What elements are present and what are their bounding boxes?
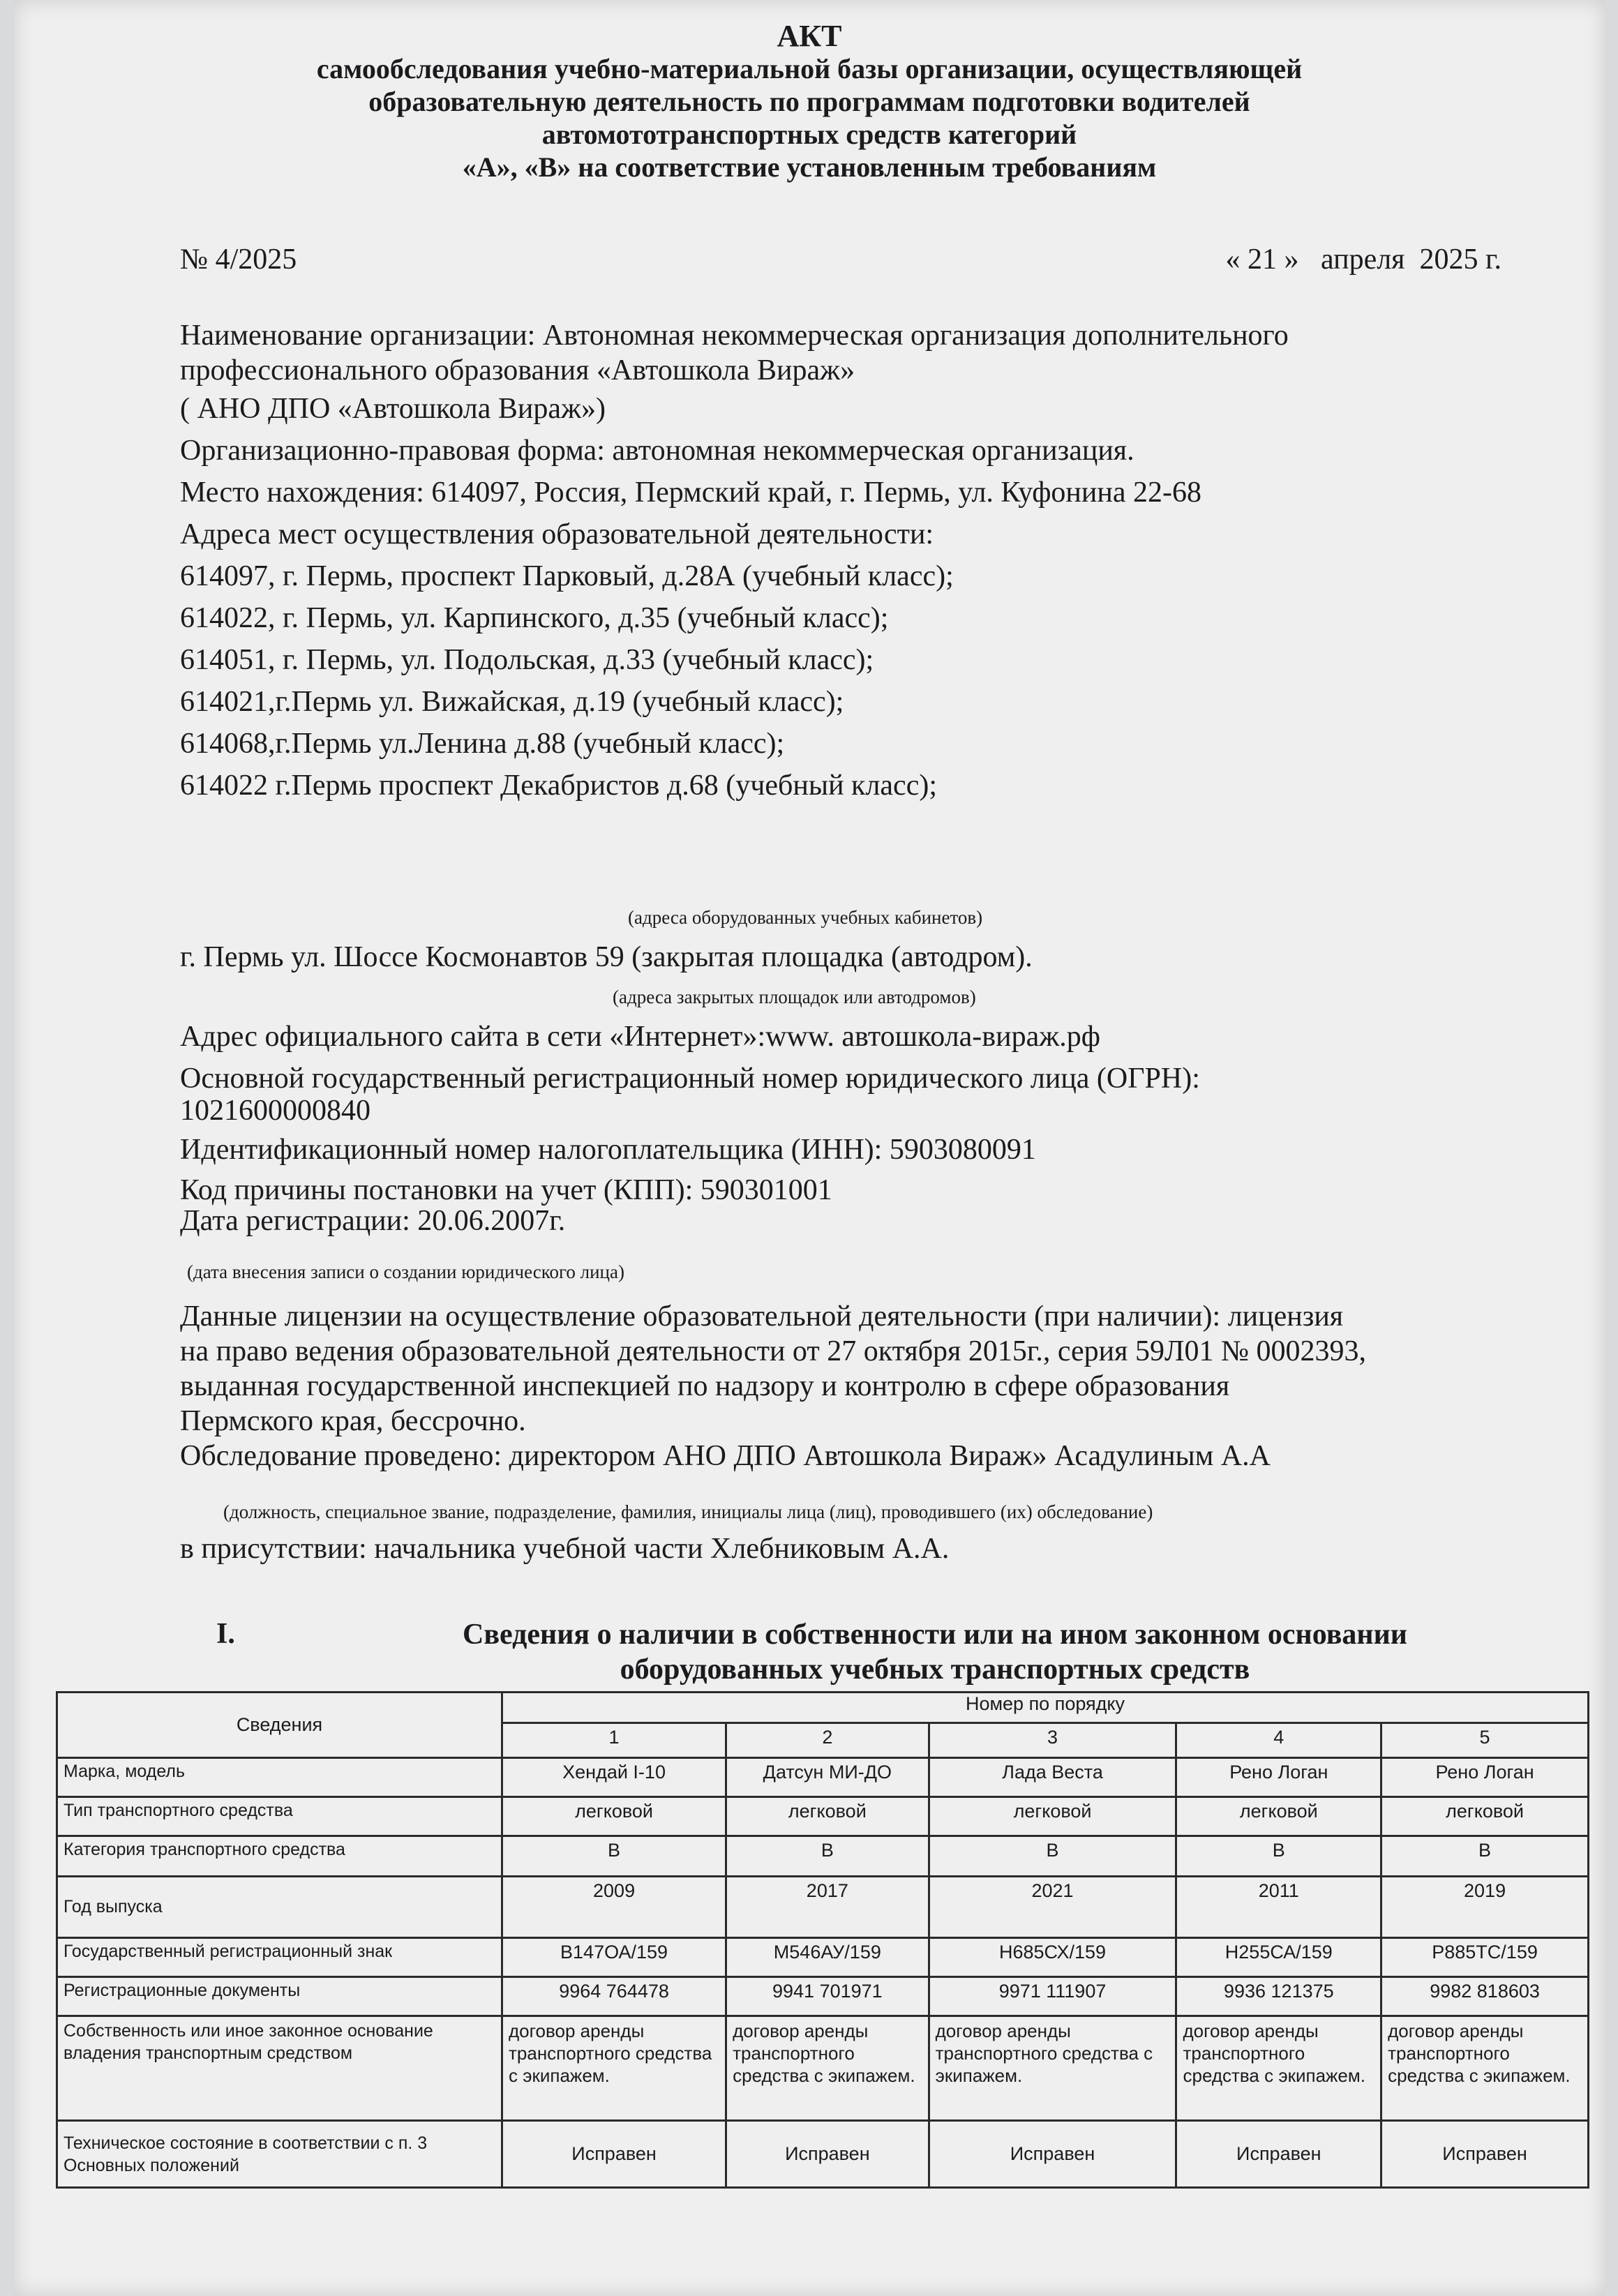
address-item: 614022, г. Пермь, ул. Карпинского, д.35 (учебный класс);: [180, 602, 889, 634]
header-cell-details: Сведения: [57, 1693, 502, 1758]
table-cell: В: [502, 1836, 726, 1877]
row-label: Марка, модель: [57, 1758, 502, 1797]
table-row: [57, 1938, 1589, 1977]
document-page: [14, 0, 1605, 2296]
table-cell: 2009: [502, 1877, 726, 1938]
row-label: Регистрационные документы: [57, 1977, 502, 2016]
column-number: 1: [502, 1723, 726, 1758]
act-subtitle-line-3: автомототранспортных средств категорий: [541, 119, 1077, 150]
table-cell: Хендай I-10: [502, 1758, 726, 1797]
presence: в присутствии: начальника учебной части Хлебниковым А.А.: [180, 1533, 950, 1565]
row-label: Категория транспортного средства: [57, 1836, 502, 1877]
table-cell: легковой: [1176, 1797, 1381, 1836]
legal-form: Организационно-правовая форма: автономная некоммерческая организация.: [180, 435, 1134, 467]
inspection-by: Обследование проведено: директором АНО ДПО Автошкола Вираж» Асадулиным А.А: [180, 1440, 1271, 1472]
table-cell: В: [1381, 1836, 1589, 1877]
classrooms-caption: (адреса оборудованных учебных кабинетов): [628, 907, 983, 928]
org-name-line-1: Наименование организации: Автономная некоммерческая организация дополнительного: [180, 320, 1289, 352]
table-row: [57, 1877, 1589, 1938]
addresses-heading: Адреса мест осуществления образовательной деятельности:: [180, 518, 934, 550]
table-cell: Исправен: [726, 2121, 929, 2188]
license-line: на право ведения образовательной деятельности от 27 октября 2015г., серия 59Л01 № 0002393,: [180, 1335, 1367, 1367]
act-date: « 21 » апреля 2025 г.: [1225, 243, 1501, 276]
column-number: 2: [726, 1723, 929, 1758]
section-title-line-1: Сведения о наличии в собственности или на ином законном основании: [463, 1619, 1407, 1651]
org-name-line-2: профессионального образования «Автошкола Вираж»: [180, 354, 855, 387]
table-cell: М546АУ/159: [726, 1938, 929, 1977]
table-cell: 9936 121375: [1176, 1977, 1381, 2016]
row-label: Собственность или иное законное основание владения транспортным средством: [57, 2016, 502, 2121]
row-label: Техническое состояние в соответствии с п. 3 Основных положений: [57, 2121, 502, 2188]
organization-info: [180, 318, 1506, 806]
act-subtitle-line-2: образовательную деятельность по программам подготовки водителей: [368, 86, 1250, 117]
column-number: 3: [929, 1723, 1176, 1758]
table-cell: Р885ТС/159: [1381, 1938, 1589, 1977]
address-item: 614097, г. Пермь, проспект Парковый, д.28А (учебный класс);: [180, 560, 954, 592]
table-cell: 2021: [929, 1877, 1176, 1938]
column-number: 5: [1381, 1723, 1589, 1758]
row-label: Государственный регистрационный знак: [57, 1938, 502, 1977]
table-cell: В: [1176, 1836, 1381, 1877]
table-cell: Исправен: [1381, 2121, 1589, 2188]
table-cell: Н685СХ/159: [929, 1938, 1176, 1977]
table-row: [57, 1758, 1589, 1797]
table-cell: договор аренды транспортного средства с экипажем.: [929, 2016, 1176, 2121]
column-number: 4: [1176, 1723, 1381, 1758]
license-line: Пермского края, бессрочно.: [180, 1405, 526, 1437]
act-number: № 4/2025: [180, 243, 297, 276]
section-title-line-2: оборудованных учебных транспортных средств: [620, 1653, 1250, 1686]
table-cell: Датсун МИ-ДО: [726, 1758, 929, 1797]
table-cell: договор аренды транспортного средства с экипажем.: [1176, 2016, 1381, 2121]
table-cell: 2019: [1381, 1877, 1589, 1938]
table-row: [57, 2016, 1589, 2121]
table-cell: В147ОА/159: [502, 1938, 726, 1977]
table-cell: 2011: [1176, 1877, 1381, 1938]
table-cell: Лада Веста: [929, 1758, 1176, 1797]
registration-info: [180, 1019, 1506, 1237]
sites-caption: (адреса закрытых площадок или автодромов): [613, 986, 976, 1007]
license-line: Данные лицензии на осуществление образовательной деятельности (при наличии): лицензия: [180, 1300, 1344, 1333]
table-cell: Исправен: [502, 2121, 726, 2188]
act-title: АКТ: [777, 19, 842, 53]
table-cell: 9971 111907: [929, 1977, 1176, 2016]
table-cell: легковой: [1381, 1797, 1589, 1836]
table-cell: Исправен: [929, 2121, 1176, 2188]
act-subtitle-line-1: самообследования учебно-материальной базы организации, осуществляющей: [316, 53, 1303, 84]
table-cell: Н255СА/159: [1176, 1938, 1381, 1977]
table-cell: легковой: [726, 1797, 929, 1836]
vehicles-table: [56, 1691, 1589, 2189]
table-row: [57, 2121, 1589, 2188]
section-title: [377, 1617, 1493, 1687]
table-cell: В: [929, 1836, 1176, 1877]
table-cell: В: [726, 1836, 929, 1877]
table-cell: Исправен: [1176, 2121, 1381, 2188]
table-cell: 9964 764478: [502, 1977, 726, 2016]
table-row: [57, 1836, 1589, 1877]
inn: Идентификационный номер налогоплательщика (ИНН): 5903080091: [180, 1134, 1036, 1166]
act-subtitle-line-4: «А», «В» на соответствие установленным требованиям: [462, 151, 1157, 183]
table-cell: 2017: [726, 1877, 929, 1938]
table-row: [57, 1797, 1589, 1836]
table-cell: Рено Логан: [1381, 1758, 1589, 1797]
table-cell: договор аренды транспортного средства с экипажем.: [502, 2016, 726, 2121]
license-info: [180, 1299, 1506, 1473]
document-header: [14, 20, 1605, 183]
org-short-name: ( АНО ДПО «Автошкола Вираж»): [180, 393, 606, 425]
row-label: Год выпуска: [57, 1877, 502, 1938]
table-cell: легковой: [502, 1797, 726, 1836]
table-cell: 9982 818603: [1381, 1977, 1589, 2016]
kpp: Код причины постановки на учет (КПП): 590301001: [180, 1174, 832, 1206]
table-cell: легковой: [929, 1797, 1176, 1836]
table-header-row: [57, 1693, 1589, 1723]
table-cell: 9941 701971: [726, 1977, 929, 2016]
inspector-caption: (должность, специальное звание, подразделение, фамилия, инициалы лица (лиц), проводившего (их) обследование): [223, 1501, 1153, 1522]
website: Адрес официального сайта в сети «Интернет»:www. автошкола-вираж.рф: [180, 1021, 1100, 1053]
address-item: 614068,г.Пермь ул.Ленина д.88 (учебный класс);: [180, 728, 785, 760]
row-label: Тип транспортного средства: [57, 1797, 502, 1836]
table-cell: Рено Логан: [1176, 1758, 1381, 1797]
ogrn-label: Основной государственный регистрационный номер юридического лица (ОГРН):: [180, 1063, 1200, 1095]
section-number: I.: [216, 1618, 235, 1650]
table-row: [57, 1977, 1589, 2016]
address-item: 614051, г. Пермь, ул. Подольская, д.33 (учебный класс);: [180, 644, 874, 676]
ogrn-value: 1021600000840: [180, 1095, 370, 1127]
location: Место нахождения: 614097, Россия, Пермский край, г. Пермь, ул. Куфонина 22-68: [180, 477, 1201, 509]
address-item: 614022 г.Пермь проспект Декабристов д.68 (учебный класс);: [180, 770, 937, 802]
address-item: 614021,г.Пермь ул. Вижайская, д.19 (учебный класс);: [180, 686, 844, 718]
site-address: г. Пермь ул. Шоссе Космонавтов 59 (закрытая площадка (автодром).: [180, 941, 1033, 973]
license-line: выданная государственной инспекцией по надзору и контролю в сфере образования: [180, 1370, 1230, 1402]
registration-date: Дата регистрации: 20.06.2007г.: [180, 1205, 566, 1237]
header-cell-order: Номер по порядку: [502, 1693, 1589, 1723]
table-cell: договор аренды транспортного средства с экипажем.: [1381, 2016, 1589, 2121]
table-cell: договор аренды транспортного средства с экипажем.: [726, 2016, 929, 2121]
reg-date-caption: (дата внесения записи о создании юридического лица): [187, 1261, 624, 1282]
